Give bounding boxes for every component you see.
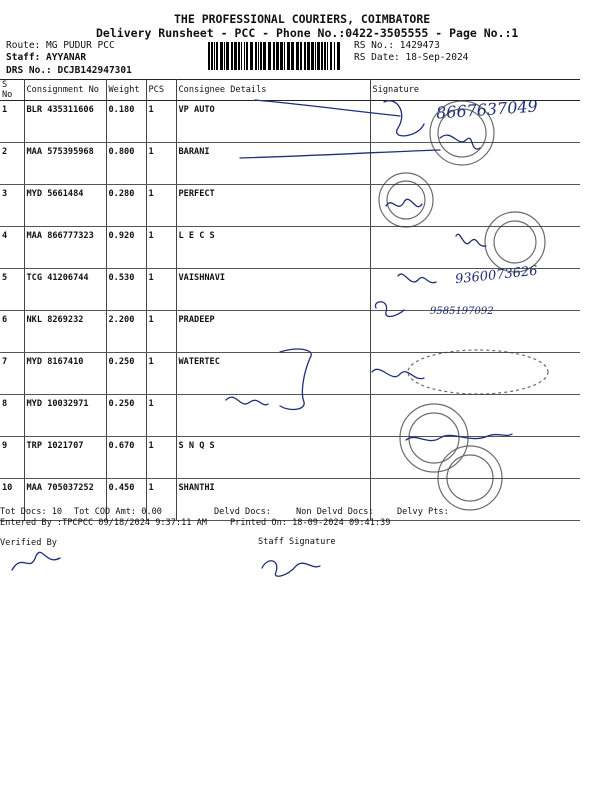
barcode-bar — [311, 42, 314, 70]
staff-signature — [262, 561, 320, 577]
col-sno: S No — [0, 80, 24, 101]
barcode-bar — [324, 42, 326, 70]
table-row — [0, 143, 580, 185]
barcode-bar — [307, 42, 310, 70]
barcode-bar — [220, 42, 223, 70]
runsheet-subtitle: Delivery Runsheet - PCC - Phone No.:0422-3505555 - Page No.:1 — [96, 26, 519, 40]
row-weight: 2.200 — [106, 311, 146, 353]
col-signature: Signature — [370, 80, 580, 101]
barcode-bar — [214, 42, 215, 70]
row-consignee: PRADEEP — [176, 311, 370, 353]
barcode-bar — [260, 42, 262, 70]
row-consignee: VP AUTO — [176, 101, 370, 143]
col-consignee: Consignee Details — [176, 80, 370, 101]
col-pcs: PCS — [146, 80, 176, 101]
row-sno: 8 — [0, 395, 24, 437]
row-signature-cell — [370, 143, 580, 185]
row-pcs: 1 — [146, 395, 176, 437]
row-consignee: VAISHNAVI — [176, 269, 370, 311]
barcode-bar — [337, 42, 340, 70]
row-pcs: 1 — [146, 353, 176, 395]
barcode-bar — [304, 42, 306, 70]
barcode-bar — [300, 42, 302, 70]
row-weight: 0.530 — [106, 269, 146, 311]
row-weight: 0.250 — [106, 353, 146, 395]
barcode-graphic — [208, 42, 344, 70]
row-weight: 0.450 — [106, 479, 146, 521]
row-pcs: 1 — [146, 143, 176, 185]
barcode-bar — [208, 42, 210, 70]
barcode-bar — [250, 42, 253, 70]
row-signature-cell — [370, 437, 580, 479]
row-consignee: S N Q S — [176, 437, 370, 479]
row-pcs: 1 — [146, 101, 176, 143]
row-consignee: PERFECT — [176, 185, 370, 227]
barcode-bar — [276, 42, 279, 70]
row-pcs: 1 — [146, 437, 176, 479]
barcode-bar — [244, 42, 245, 70]
row-weight: 0.250 — [106, 395, 146, 437]
barcode-bar — [315, 42, 316, 70]
table-row — [0, 437, 580, 479]
runsheet-table — [0, 79, 580, 521]
col-weight: Weight — [106, 80, 146, 101]
rs-date: RS Date: 18-Sep-2024 — [354, 52, 469, 63]
row-signature-cell — [370, 353, 580, 395]
verified-by-label: Verified By — [0, 538, 57, 548]
handwritten-phone-row6: 9585197092 — [430, 306, 494, 317]
barcode-bar — [273, 42, 275, 70]
row-consignee: SHANTHI — [176, 479, 370, 521]
row-consignment: BLR 435311606 — [24, 101, 106, 143]
row-pcs: 1 — [146, 311, 176, 353]
route-label: Route: MG PUDUR PCC — [6, 40, 115, 51]
row-consignment: TCG 41206744 — [24, 269, 106, 311]
row-pcs: 1 — [146, 185, 176, 227]
row-pcs: 1 — [146, 269, 176, 311]
barcode-bar — [334, 42, 335, 70]
delvd-docs: Delvd Docs: — [214, 507, 271, 517]
non-delvd-docs: Non Delvd Docs: — [296, 507, 374, 517]
verified-by-signature — [12, 552, 60, 570]
row-signature-cell — [370, 227, 580, 269]
table-header-row — [0, 80, 580, 101]
row-consignment: TRP 1021707 — [24, 437, 106, 479]
tot-docs: Tot Docs: 10 — [0, 507, 63, 517]
col-consignment: Consignment No — [24, 80, 106, 101]
barcode-bar — [234, 42, 237, 70]
row-consignment: MYD 10032971 — [24, 395, 106, 437]
delvy-pts: Delvy Pts: — [397, 507, 449, 517]
barcode-bar — [255, 42, 257, 70]
row-sno: 3 — [0, 185, 24, 227]
row-sno: 5 — [0, 269, 24, 311]
drs-number: DRS No.: DCJB142947301 — [6, 65, 132, 76]
row-weight: 0.670 — [106, 437, 146, 479]
row-signature-cell — [370, 395, 580, 437]
barcode-bar — [321, 42, 323, 70]
barcode-bar — [263, 42, 266, 70]
barcode-bar — [258, 42, 259, 70]
rs-number: RS No.: 1429473 — [354, 40, 440, 51]
row-consignment: MYD 5661484 — [24, 185, 106, 227]
barcode-bar — [268, 42, 271, 70]
row-weight: 0.920 — [106, 227, 146, 269]
barcode-bar — [284, 42, 285, 70]
barcode-bar — [280, 42, 283, 70]
handwritten-phone-row5: 9360073626 — [454, 263, 539, 288]
barcode-bar — [226, 42, 229, 70]
table-row — [0, 185, 580, 227]
printed-on: Printed On: 18-09-2024 09:41:39 — [230, 518, 391, 528]
barcode-bar — [241, 42, 242, 70]
row-sno: 7 — [0, 353, 24, 395]
barcode-bar — [296, 42, 299, 70]
row-consignment: MYD 8167410 — [24, 353, 106, 395]
row-sno: 1 — [0, 101, 24, 143]
staff-label: Staff: AYYANAR — [6, 52, 87, 63]
row-consignment: MAA 575395968 — [24, 143, 106, 185]
table-row — [0, 353, 580, 395]
barcode-bar — [291, 42, 294, 70]
row-pcs: 1 — [146, 227, 176, 269]
barcode-bar — [231, 42, 233, 70]
row-sno: 2 — [0, 143, 24, 185]
barcode-bar — [246, 42, 248, 70]
row-sno: 6 — [0, 311, 24, 353]
row-consignee: L E C S — [176, 227, 370, 269]
row-sno: 4 — [0, 227, 24, 269]
row-pcs: 1 — [146, 479, 176, 521]
table-row — [0, 395, 580, 437]
row-consignee: BARANI — [176, 143, 370, 185]
row-sno: 10 — [0, 479, 24, 521]
barcode-bar — [317, 42, 320, 70]
barcode-bar — [287, 42, 290, 70]
barcode-bar — [238, 42, 240, 70]
table-row — [0, 227, 580, 269]
row-consignment: MAA 705037252 — [24, 479, 106, 521]
row-weight: 0.180 — [106, 101, 146, 143]
row-weight: 0.280 — [106, 185, 146, 227]
barcode-bar — [211, 42, 213, 70]
staff-signature-label: Staff Signature — [258, 537, 336, 547]
row-consignment: MAA 866777323 — [24, 227, 106, 269]
barcode — [208, 42, 344, 70]
row-consignee — [176, 395, 370, 437]
row-signature-cell — [370, 185, 580, 227]
entered-by: Entered By :TPCPCC 09/18/2024 9:37:11 AM — [0, 518, 207, 528]
company-name: THE PROFESSIONAL COURIERS, COIMBATORE — [174, 12, 431, 26]
row-weight: 0.800 — [106, 143, 146, 185]
barcode-bar — [224, 42, 225, 70]
row-consignment: NKL 8269232 — [24, 311, 106, 353]
barcode-bar — [216, 42, 218, 70]
barcode-bar — [330, 42, 332, 70]
row-consignee: WATERTEC — [176, 353, 370, 395]
row-sno: 9 — [0, 437, 24, 479]
barcode-bar — [327, 42, 328, 70]
tot-cod: Tot COD Amt: 0.00 — [74, 507, 162, 517]
handwritten-phone-row1: 8667637049 — [435, 96, 539, 123]
